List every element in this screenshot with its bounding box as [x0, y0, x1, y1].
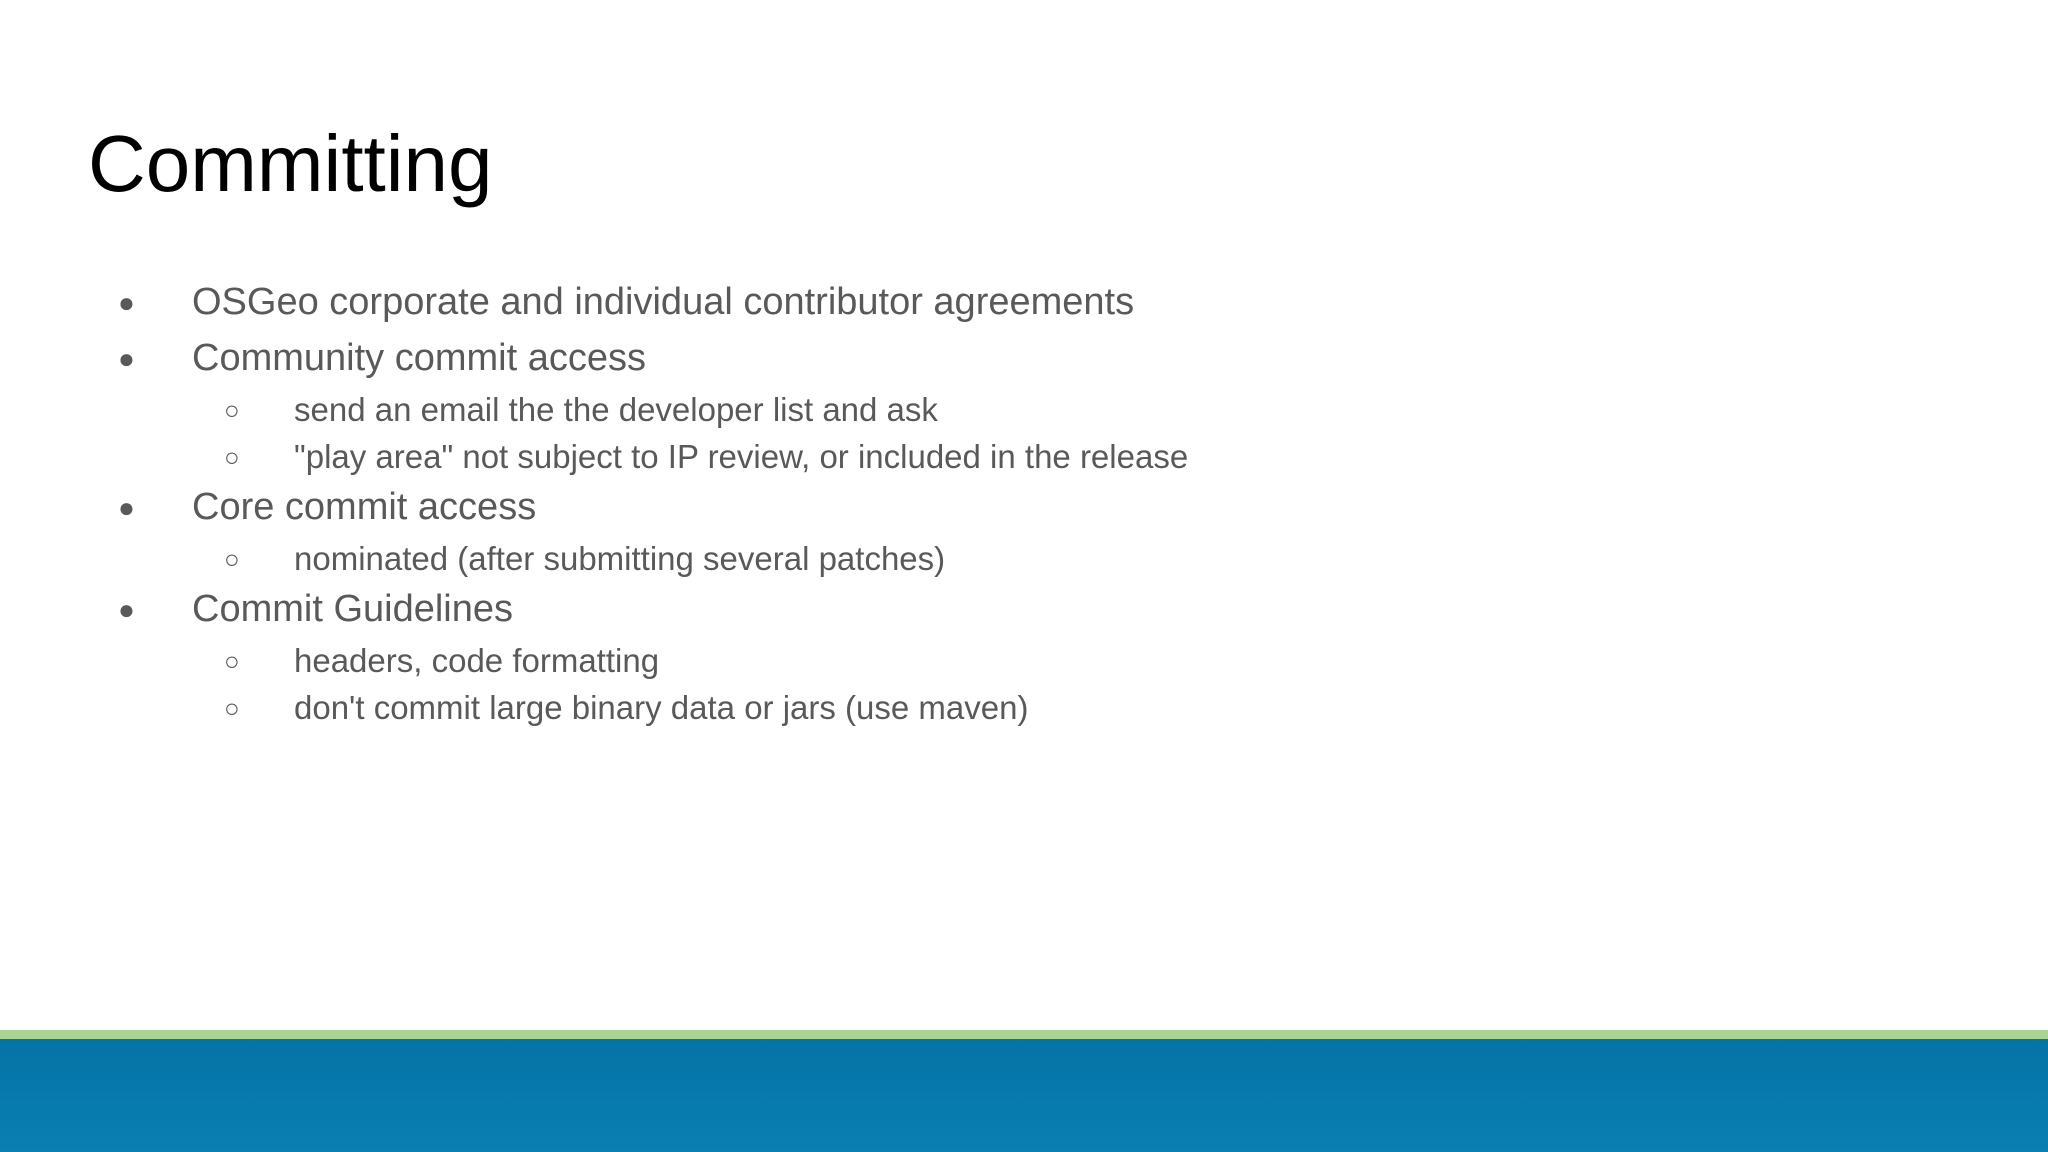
bullet-text: Commit Guidelines	[192, 588, 513, 630]
bullet-text: Core commit access	[192, 486, 537, 528]
sub-bullet-text: headers, code formatting	[294, 642, 660, 679]
bullet-marker: ●	[118, 492, 135, 523]
bullet-marker: ●	[118, 594, 135, 625]
sub-bullet-marker: ○	[224, 693, 240, 723]
bullet-text: OSGeo corporate and individual contributor agreements	[192, 281, 1135, 323]
sub-bullet-marker: ○	[224, 544, 240, 574]
footer-bar	[0, 1030, 2048, 1152]
sub-bullet-text: send an email the the developer list and ask	[294, 391, 938, 428]
sub-bullet-text: don't commit large binary data or jars (use maven)	[294, 689, 1029, 726]
sub-bullet-text: nominated (after submitting several patches)	[294, 540, 946, 577]
slide-title: Committing	[88, 119, 493, 208]
bullet-marker: ●	[118, 343, 135, 374]
bullet-marker: ●	[118, 287, 135, 318]
sub-bullet-marker: ○	[224, 395, 240, 425]
sub-bullet-marker: ○	[224, 646, 240, 676]
sub-bullet-text: "play area" not subject to IP review, or included in the release	[294, 438, 1189, 475]
sub-bullet-marker: ○	[224, 442, 240, 472]
footer-accent-stripe	[0, 1030, 2048, 1039]
footer-band	[0, 1039, 2048, 1152]
bullet-text: Community commit access	[192, 337, 646, 379]
